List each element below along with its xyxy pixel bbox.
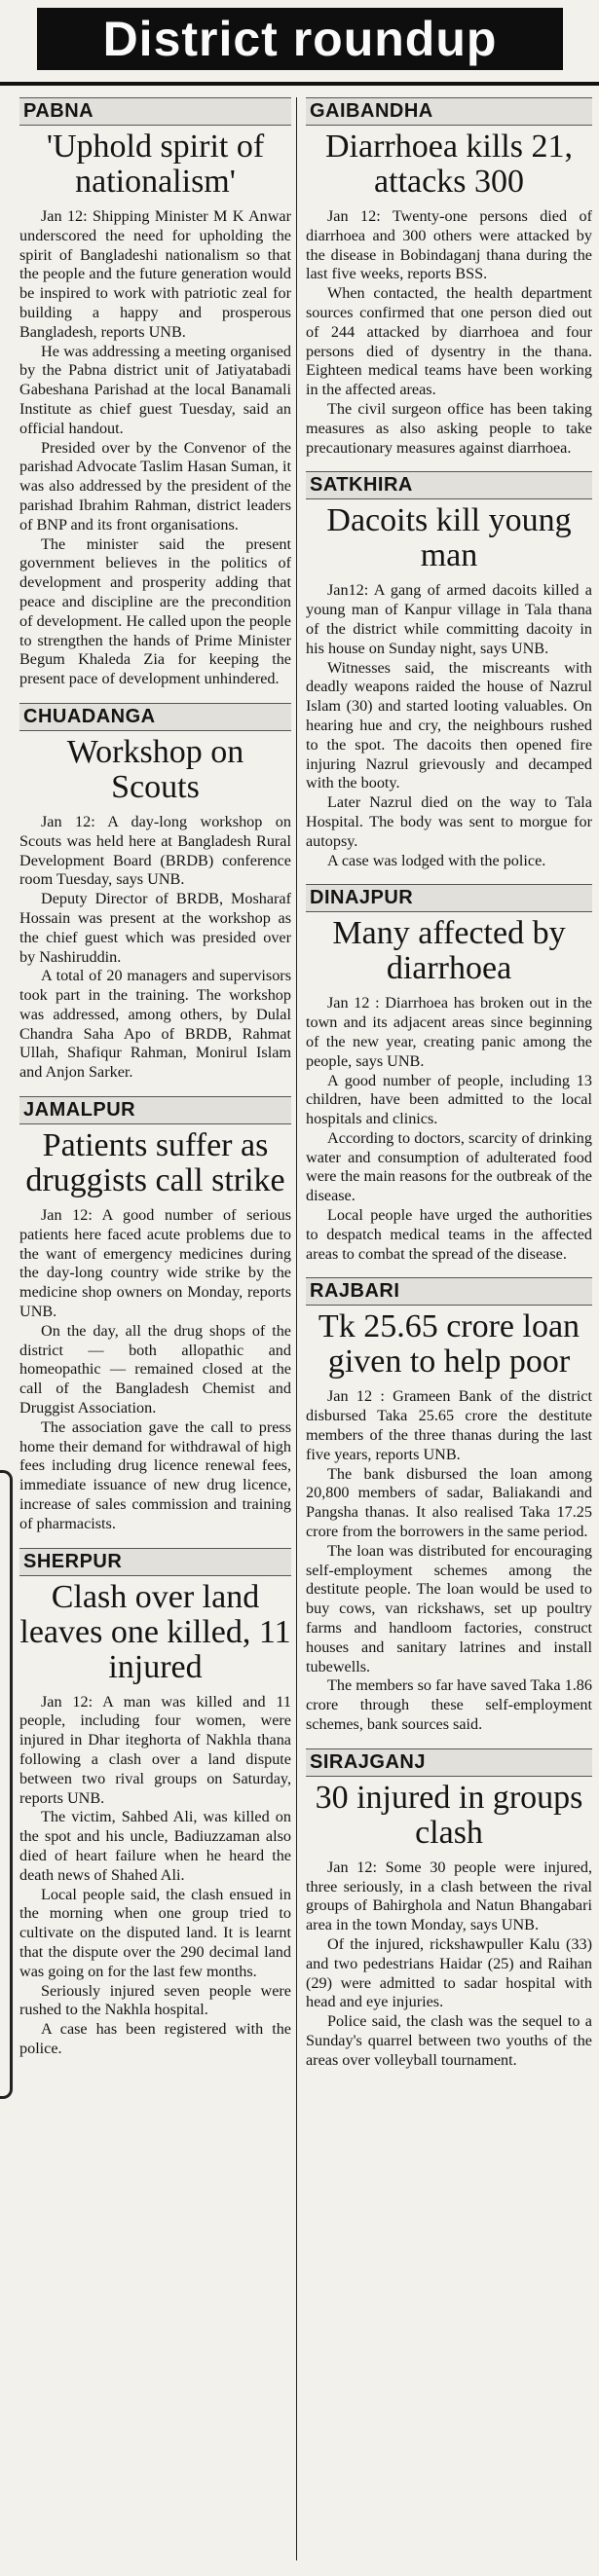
paragraph: He was addressing a meeting organised by the Pabna district unit of Jatiyatabadi Gabeshana Parishad at the local Banamali Institute as chief guest Tuesday, said an official handout. [19,342,291,437]
headline: 'Uphold spirit of nationalism' [46,129,265,200]
paragraph: The bank disbursed the loan among 20,800 members of sadar, Baliakandi and Pangsha thanas. It also realised Taka 17.25 crore from the borrowers in the same period. [306,1464,592,1541]
headline: Patients suffer as druggists call strike [25,1127,285,1199]
headline: Dacoits kill young man [326,502,572,574]
paragraph: Local people said, the clash ensued in the morning when one group tried to cultivate on the disputed land. It is learnt that the dispute over the 290 decimal land was going on for the last few months. [19,1885,291,1980]
paragraph: The minister said the present government believes in the politics of development and prosperity adding that peace and discipline are the precondition of development. He called upon the people to strengthen the hands of Prime Minister Begum Khaleda Zia for keeping the present pace of development unhindered. [19,534,291,688]
dateline: DINAJPUR [306,884,592,912]
story-body [306,207,592,458]
paragraph: Later Nazrul died on the way to Tala Hospital. The body was sent to morgue for autopsy. [306,793,592,850]
paragraph: According to doctors, scarcity of drinking water and consumption of adulterated food were the main reasons for the outbreak of the disease. [306,1128,592,1205]
paragraph: Jan12: A gang of armed dacoits killed a young man of Kanpur village in Tala thana of the district while committing dacoity in his house on Sunday night, says UNB. [306,581,592,657]
paragraph: Of the injured, rickshawpuller Kalu (33) and two pedestrians Haidar (25) and Raihan (29) were admitted to sadar hospital with head and eye injuries. [306,1935,592,2011]
dateline: SHERPUR [19,1548,291,1576]
headline: Diarrhoea kills 21, attacks 300 [325,129,573,200]
paragraph: A case was lodged with the police. [327,851,546,869]
story-body [19,1206,291,1534]
paragraph: The civil surgeon office has been taking measures as also asking people to take precautionary measures against diarrhoea. [306,399,592,457]
headline: Workshop on Scouts [66,733,244,805]
paragraph: Presided over by the Convenor of the parishad Advocate Taslim Hasan Suman, it was also addressed by the president of the parishad Ibrahim Rahman, district leaders of BNP and its front organisations. [19,438,291,534]
story-satkhira [306,471,592,870]
paragraph: Local people have urged the authorities to despatch medical teams in the affected areas to combat the spread of the disease. [306,1206,592,1263]
headline: Tk 25.65 crore loan given to help poor [318,1308,580,1380]
story-body [19,1693,291,2059]
story-body [306,581,592,870]
story-dinajpur [306,884,592,1264]
story-body [306,994,592,1264]
dateline: JAMALPUR [19,1096,291,1124]
story-jamalpur [19,1096,291,1534]
left-column [19,97,297,2073]
headline: 30 injured in groups clash [315,1779,583,1851]
paragraph: The victim, Sahbed Ali, was killed on the spot and his uncle, Badiuzzaman also died of heart failure when he heard the death news of Shahed Ali. [19,1808,291,1884]
dateline: RAJBARI [306,1277,592,1306]
dateline: GAIBANDHA [306,97,592,126]
story-sherpur [19,1548,291,2059]
paragraph: Jan 12 : Grameen Bank of the district disbursed Taka 25.65 crore the destitute members of the three thanas during the last five years, reports UNB. [306,1387,592,1463]
paragraph: The loan was distributed for encouraging self-employment schemes among the destitute people. The loan would be used to buy cows, van rickshaws, set up poultry farms and handloom factories, construct houses and sanitary latrines and install tubewells. [306,1541,592,1675]
dateline: PABNA [19,97,291,126]
dateline: SIRAJGANJ [306,1748,592,1777]
story-body [306,1387,592,1734]
story-gaibandha [306,97,592,458]
paragraph: Deputy Director of BRDB, Mosharaf Hossain was present at the workshop as the chief guest which was presided over by Nashiruddin. [19,890,291,966]
paragraph: Jan 12: Some 30 people were injured, three seriously, in a clash between the rival groups of Bahirghola and Natun Bhangabari area in the town Monday, says UNB. [306,1858,592,1934]
paragraph: The members so far have saved Taka 1.86 crore through these self-employment schemes, bank sources said. [306,1676,592,1734]
paragraph: Seriously injured seven people were rushed to the Nakhla hospital. [19,1981,291,2019]
paragraph: Jan 12: Twenty-one persons died of diarrhoea and 300 others were attacked by the disease in Bobindaganj thana during the last five weeks, reports BSS. [306,207,592,283]
paragraph: Jan 12: A man was killed and 11 people, including four women, were injured in Dhar iteghorta of Nakhla thana following a clash over a land dispute between two rival groups on Saturday, reports UNB. [19,1692,291,1807]
paragraph: Witnesses said, the miscreants with deadly weapons raided the house of Nazrul Islam (30) and started looting valuables. On hearing hue and cry, the neighbours rushed to the spot. The dacoits then opened fire injuring Nazrul grievously and decamped with the booty. [306,658,592,792]
paragraph: When contacted, the health department sources confirmed that one person died out of 244 attacked by diarrhoea and four persons died of dysentry in the thana. Eighteen medical teams have been working in the affected areas. [306,284,592,399]
story-body [19,813,291,1083]
story-rajbari [306,1277,592,1734]
paragraph: Jan 12 : Diarrhoea has broken out in the town and its adjacent areas since beginning of the new year, creating panic among the people, says UNB. [306,994,592,1070]
adjacent-page-edge [0,1470,13,2099]
story-body [306,1858,592,2071]
story-chuadanga [19,703,291,1083]
headline: Clash over land leaves one killed, 11 injured [19,1578,291,1685]
paragraph: Jan 12: A day-long workshop on Scouts was held here at Bangladesh Rural Development Board (BRDB) conference room Tuesday, says UNB. [19,812,291,889]
paragraph: A case has been registered with the police. [19,2020,291,2057]
paragraph: Jan 12: A good number of serious patients here faced acute problems due to the want of emergency medicines during the day-long country wide strike by the medicine shop owners on Monday, reports UNB. [19,1206,291,1321]
dateline: CHUADANGA [19,703,291,731]
page-banner [0,0,599,86]
paragraph: A good number of people, including 13 children, have been admitted to the local hospitals and clinics. [306,1071,592,1128]
story-body [19,207,291,689]
dateline: SATKHIRA [306,471,592,499]
paragraph: The association gave the call to press home their demand for withdrawal of high fees including drug licence renewal fees, immediate issuance of new drug licence, increase of sales commission and training of pharmacists. [19,1417,291,1532]
story-pabna [19,97,291,689]
headline: Many affected by diarrhoea [332,915,566,987]
page-title: District roundup [37,8,563,70]
story-sirajganj [306,1748,592,2071]
paragraph: Police said, the clash was the sequel to a Sunday's quarrel between two youths of the areas over volleyball tournament. [306,2012,592,2069]
right-column [300,97,592,2084]
paragraph: Jan 12: Shipping Minister M K Anwar underscored the need for upholding the spirit of Bangladeshi nationalism so that the people and the future generation would be inspired to work with patriotic zeal for building a happy and prosperous Bangladesh, reports UNB. [19,207,291,341]
paragraph: A total of 20 managers and supervisors took part in the training. The workshop was addressed, among others, by Dulal Chandra Saha Apo of BRDB, Rahmat Ullah, Shafiqur Rahman, Monirul Islam and Anjon Sarker. [19,967,291,1082]
paragraph: On the day, all the drug shops of the district — both allopathic and homeopathic — remained closed at the call of the Bangladesh Chemist and Druggist Association. [19,1321,291,1417]
